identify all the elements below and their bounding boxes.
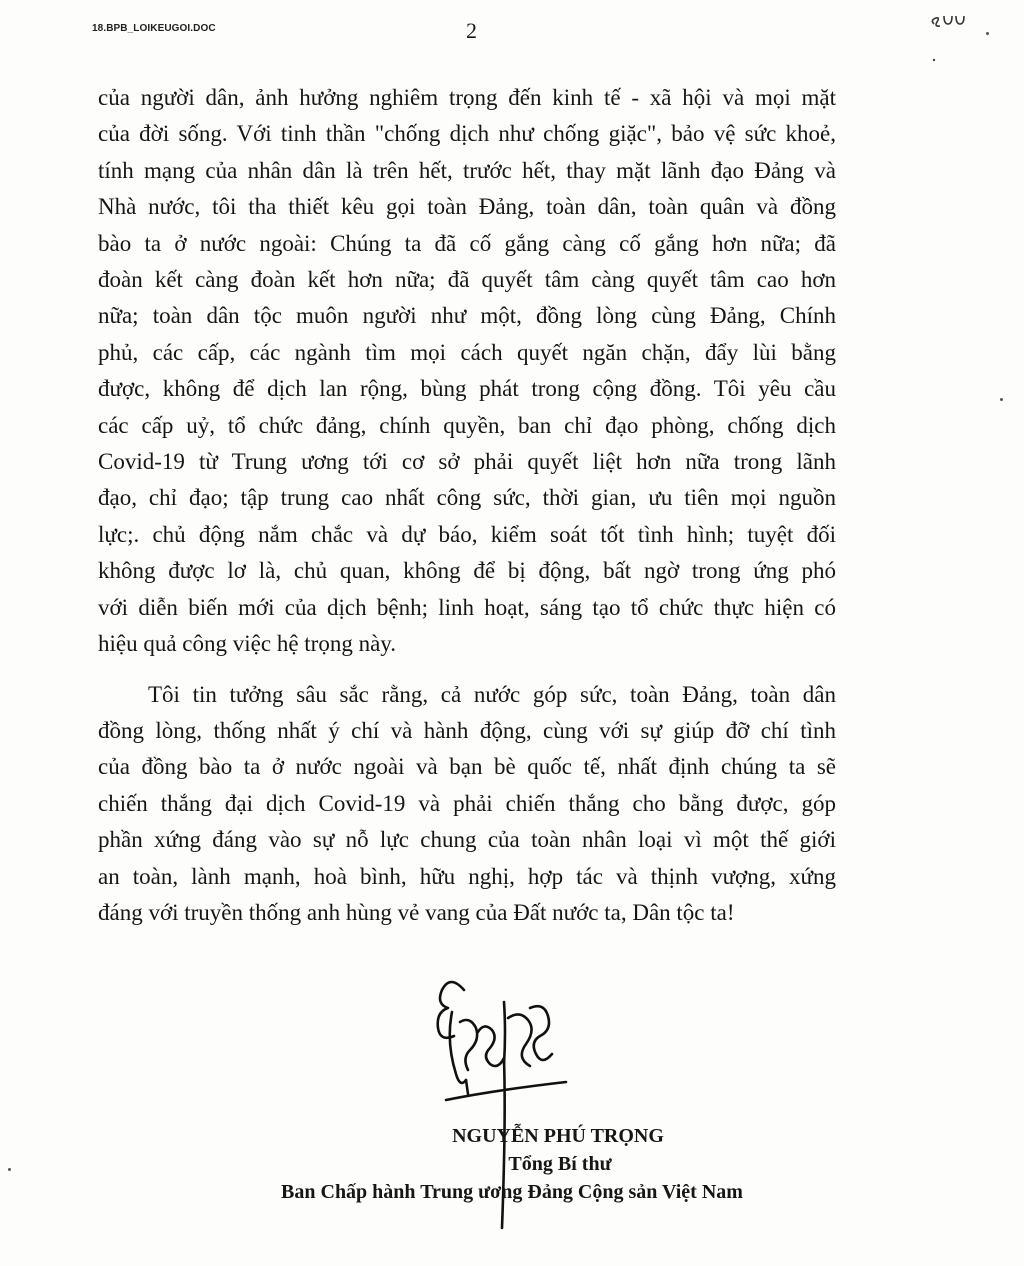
text-line: đoàn kết càng đoàn kết hơn nữa; đã quyết tâm càng quyết tâm cao hơn bbox=[98, 267, 836, 293]
letter-body bbox=[98, 80, 836, 931]
text-line: chiến thắng đại dịch Covid-19 và phải chiến thắng cho bằng được, góp bbox=[98, 790, 836, 816]
text-line: của người dân, ảnh hưởng nghiêm trọng đến kinh tế - xã hội và mọi mặt bbox=[98, 85, 836, 110]
text-line: đạo, chỉ đạo; tập trung cao nhất công sức, thời gian, ưu tiên mọi nguồn bbox=[98, 485, 836, 511]
text-line: không được lơ là, chủ quan, không để bị động, bất ngờ trong ứng phó bbox=[98, 558, 836, 584]
text-line: nữa; toàn dân tộc muôn người như một, đồng lòng cùng Đảng, Chính bbox=[98, 303, 836, 329]
text-line: được, không để dịch lan rộng, bùng phát trong cộng đồng. Tôi yêu cầu bbox=[98, 376, 836, 402]
document-file-name: 18.BPB_LOIKEUGOI.DOC bbox=[92, 23, 216, 34]
text-line: Covid-19 từ Trung ương tới cơ sở phải quyết liệt hơn nữa trong lãnh bbox=[98, 449, 836, 475]
signer-organization: Ban Chấp hành Trung ương Đảng Cộng sản Việt Nam bbox=[281, 1181, 743, 1203]
text-line: đáng với truyền thống anh hùng vẻ vang của Đất nước ta, Dân tộc ta! bbox=[98, 899, 735, 925]
paragraph-2 bbox=[98, 677, 836, 932]
signer-name: NGUYỄN PHÚ TRỌNG bbox=[452, 1125, 664, 1147]
text-line: tính mạng của nhân dân là trên hết, trước hết, thay mặt lãnh đạo Đảng và bbox=[98, 157, 836, 183]
text-line: bào ta ở nước ngoài: Chúng ta đã cố gắng càng cố gắng hơn nữa; đã bbox=[98, 230, 836, 256]
scan-speck bbox=[986, 32, 989, 35]
text-line: đồng lòng, thống nhất ý chí và hành động, cùng với sự giúp đỡ chí tình bbox=[98, 717, 836, 743]
text-line: phần xứng đáng vào sự nỗ lực chung của toàn nhân loại vì một thế giới bbox=[98, 827, 836, 853]
text-line: an toàn, lành mạnh, hoà bình, hữu nghị, hợp tác và thịnh vượng, xứng bbox=[98, 863, 836, 889]
text-line: Tôi tin tưởng sâu sắc rằng, cả nước góp sức, toàn Đảng, toàn dân bbox=[148, 681, 836, 707]
text-line: của đồng bào ta ở nước ngoài và bạn bè quốc tế, nhất định chúng ta sẽ bbox=[98, 754, 836, 780]
text-line: lực;. chủ động nắm chắc và dự báo, kiểm soát tốt tình hình; tuyệt đối bbox=[98, 521, 836, 547]
text-line: hiệu quả công việc hệ trọng này. bbox=[98, 631, 397, 657]
scan-speck bbox=[1000, 398, 1003, 401]
text-line: của đời sống. Với tinh thần "chống dịch như chống giặc", bảo vệ sức khoẻ, bbox=[98, 121, 836, 147]
text-line: phủ, các cấp, các ngành tìm mọi cách quyết ngăn chặn, đẩy lùi bằng bbox=[98, 339, 836, 365]
text-line: Nhà nước, tôi tha thiết kêu gọi toàn Đảng, toàn dân, toàn quân và đồng bbox=[98, 194, 836, 220]
signer-block bbox=[0, 1122, 1024, 1206]
text-line: các cấp uỷ, tổ chức đảng, chính quyền, ban chỉ đạo phòng, chống dịch bbox=[98, 412, 836, 438]
handwritten-margin-note bbox=[926, 6, 986, 66]
paragraph-1 bbox=[98, 80, 836, 663]
page-number: 2 bbox=[466, 18, 477, 43]
text-line: với diễn biến mới của dịch bệnh; linh hoạt, sáng tạo tổ chức thực hiện có bbox=[98, 594, 836, 620]
signer-title: Tổng Bí thư bbox=[508, 1153, 612, 1175]
